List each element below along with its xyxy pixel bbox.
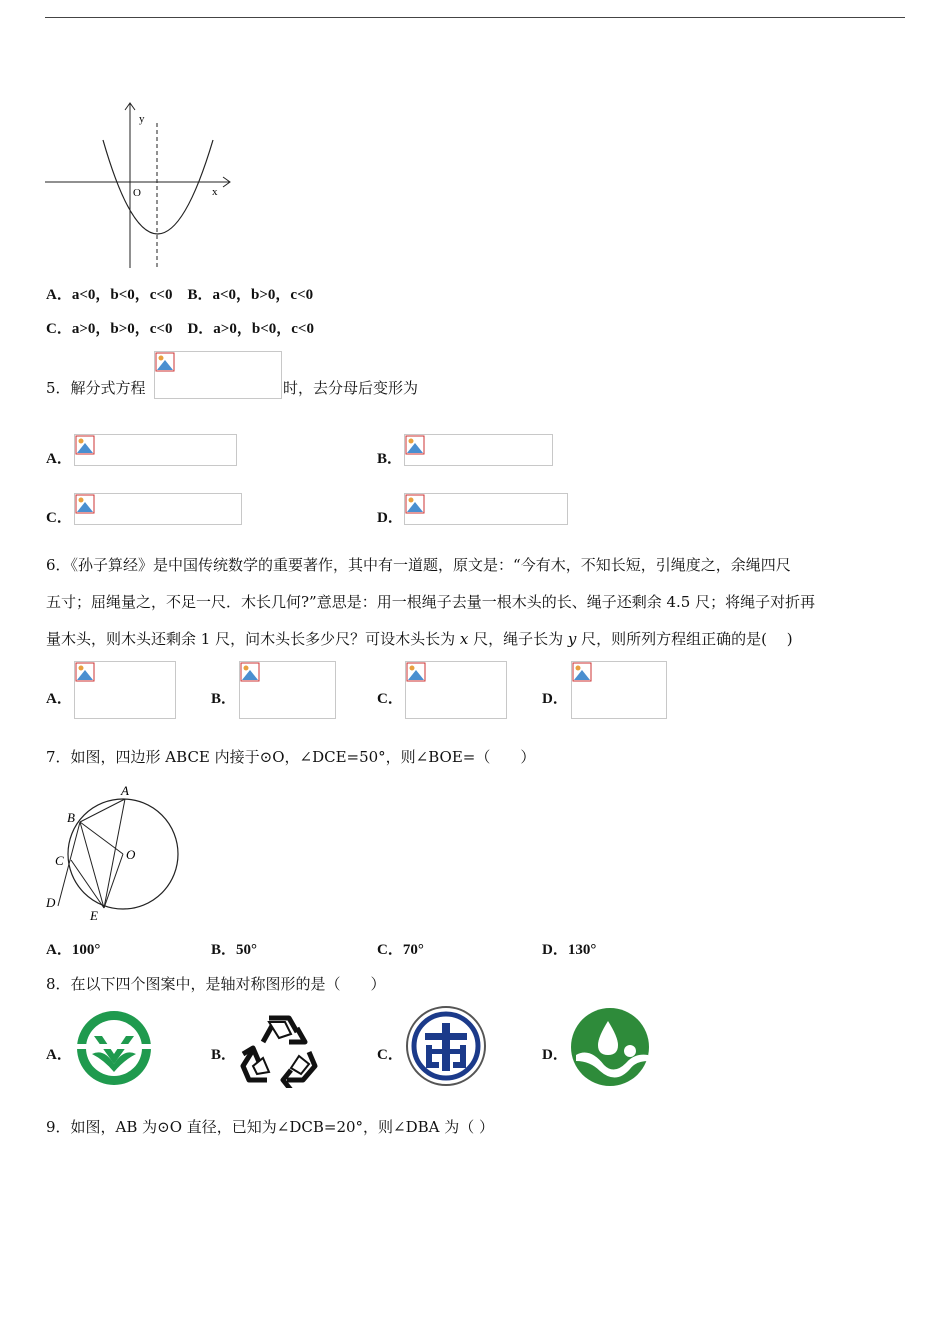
- q5-equation-image: [154, 351, 282, 399]
- q5-option-a-image: [74, 434, 237, 466]
- y-axis-label: y: [139, 113, 145, 125]
- q6-line3-part-a: 量木头，则木头还剩余 1 尺，问木头长多少尺？可设木头长为: [46, 630, 460, 648]
- q6-option-d-image: [571, 661, 667, 719]
- x-axis-label: x: [212, 186, 218, 198]
- q6-option-d: D．: [542, 691, 568, 707]
- q7-option-d: D．130°: [542, 942, 597, 958]
- q5-option-b: B．: [377, 451, 403, 467]
- logo-a-green-ring: [74, 1008, 154, 1088]
- q6-line1: 6．《孙子算经》是中国传统数学的重要著作，其中有一道题，原文是：“今有木，不知长短，引绳度之，余绳四尺: [46, 556, 791, 574]
- q8-option-c: C．: [377, 1047, 403, 1063]
- origin-label: O: [133, 187, 141, 199]
- q4-options-line2: C．a>0，b>0，c<0 D．a>0，b<0，c<0: [46, 321, 314, 337]
- label-d: D: [46, 895, 56, 910]
- broken-image-icon: [75, 662, 95, 682]
- q8-option-a: A．: [46, 1047, 72, 1063]
- label-a: A: [121, 783, 129, 798]
- q7-option-a: A．100°: [46, 942, 101, 958]
- broken-image-icon: [75, 494, 95, 514]
- q5-option-c: C．: [46, 510, 72, 526]
- label-o: O: [126, 847, 136, 862]
- q5-prefix: 5．解分式方程: [46, 379, 146, 397]
- q6-option-c-image: [405, 661, 507, 719]
- broken-image-icon: [240, 662, 260, 682]
- q6-line3: [46, 629, 793, 649]
- broken-image-icon: [406, 662, 426, 682]
- q7-stem: 7．如图，四边形 ABCE 内接于⊙O，∠DCE=50°，则∠BOE=（ ）: [46, 748, 536, 766]
- broken-image-icon: [405, 494, 425, 514]
- q8-option-d: D．: [542, 1047, 568, 1063]
- q5-suffix: 时，去分母后变形为: [283, 379, 419, 397]
- q8-stem: 8．在以下四个图案中，是轴对称图形的是（ ）: [46, 975, 386, 993]
- parabola-graph: [40, 98, 240, 273]
- label-c: C: [55, 853, 64, 868]
- broken-image-icon: [75, 435, 95, 455]
- q6-option-a-image: [74, 661, 176, 719]
- q6-line3-part-b: 尺，绳子长为: [468, 630, 568, 648]
- var-y: y: [567, 630, 577, 648]
- q9-stem: 9．如图，AB 为⊙O 直径，已知为∠DCB=20°，则∠DBA 为（ ）: [46, 1118, 495, 1136]
- q6-option-b: B．: [211, 691, 237, 707]
- label-b: B: [67, 810, 75, 825]
- label-e: E: [90, 908, 98, 923]
- q6-option-c: C．: [377, 691, 403, 707]
- q7-option-c: C．70°: [377, 942, 424, 958]
- q6-option-b-image: [239, 661, 336, 719]
- q6-option-a: A．: [46, 691, 72, 707]
- broken-image-icon: [405, 435, 425, 455]
- q5-option-c-image: [74, 493, 242, 525]
- q7-option-b: B．50°: [211, 942, 258, 958]
- q8-option-b: B．: [211, 1047, 237, 1063]
- broken-image-icon: [155, 352, 175, 372]
- q5-option-a: A．: [46, 451, 72, 467]
- header-rule: [45, 17, 905, 18]
- logo-d-green-drop: [570, 1007, 652, 1089]
- q5-option-d-image: [404, 493, 568, 525]
- q5-option-d: D．: [377, 510, 403, 526]
- q6-line3-part-c: 尺，则所列方程组正确的是( ): [576, 630, 793, 648]
- q5-option-b-image: [404, 434, 553, 466]
- recycle-icon: [239, 1008, 319, 1088]
- broken-image-icon: [572, 662, 592, 682]
- logo-c-blue-ring: [405, 1005, 487, 1087]
- q6-line2: 五寸；屈绳量之，不足一尺．木长几何?”意思是：用一根绳子去量一根木头的长、绳子还剩余 4.5 尺；将绳子对折再: [46, 593, 816, 611]
- var-x: x: [459, 630, 469, 648]
- q4-options-line1: A．a<0，b<0，c<0 B．a<0，b>0，c<0: [46, 287, 314, 303]
- circle-figure: [40, 780, 190, 925]
